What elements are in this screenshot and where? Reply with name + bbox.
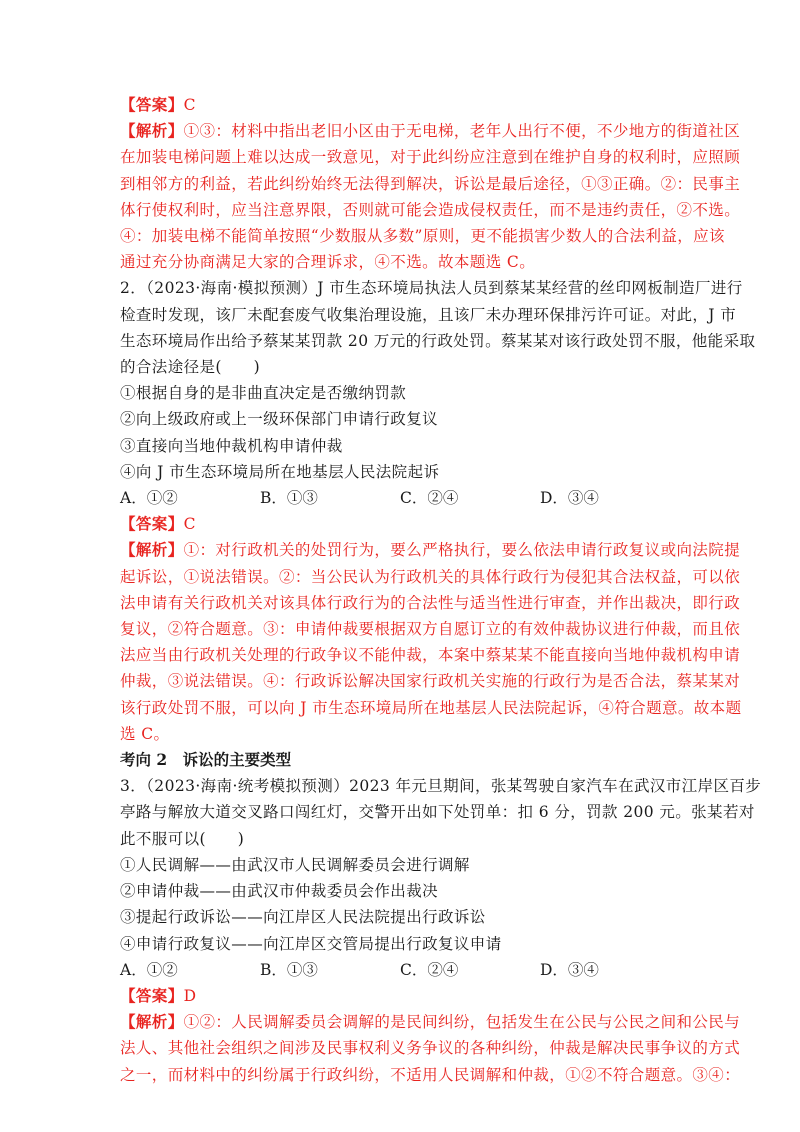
option-d: D．③④ <box>540 489 599 508</box>
stem-line: 此不服可以( ) <box>120 829 245 848</box>
stem-line: 生态环境局作出给予蔡某某罚款 20 万元的行政处罚。蔡某某对该行政处罚不服，他能采取 <box>120 331 756 350</box>
analysis-line: 法应当由行政机关处理的行政争议不能仲裁，本案中蔡某某不能直接向当地仲裁机构申请 <box>120 646 741 665</box>
q2-options <box>120 485 682 511</box>
option-c: C．②④ <box>400 489 459 508</box>
analysis-line: 到相邻方的利益，若此纠纷始终无法得到解决，诉讼是最后途径，①③正确。②：民事主 <box>120 174 741 193</box>
analysis-line: 通过充分协商满足大家的合理诉求，④不选。故本题选 C。 <box>120 253 536 272</box>
analysis-line: 体行使权利时，应当注意界限，否则就可能会造成侵权责任，而不是违约责任，②不选。 <box>120 200 741 219</box>
option-a: A．①② <box>120 489 178 508</box>
analysis-line: 之一，而材料中的纠纷属于行政纠纷，不适用人民调解和仲裁，①②不符合题意。③④： <box>120 1065 741 1084</box>
q2-items <box>120 380 682 485</box>
analysis-line: 【解析】①：对行政机关的处罚行为，要么严格执行，要么依法申请行政复议或向法院提 <box>120 540 741 560</box>
q1-analysis <box>120 118 741 275</box>
analysis-line: 在加装电梯问题上难以达成一致意见，对于此纠纷应注意到在维护自身的权利时，应照顾 <box>120 148 741 167</box>
q1-answer: 【答案】C <box>120 95 196 114</box>
option-b: B．①③ <box>260 960 318 979</box>
list-item: ③提起行政诉讼——向江岸区人民法院提出行政诉讼 <box>120 908 486 927</box>
stem-line: 3．（2023·海南·统考模拟预测）2023 年元旦期间，张某驾驶自家汽车在武汉市江岸区百步 <box>120 777 762 796</box>
list-item: ②申请仲裁——由武汉市仲裁委员会作出裁决 <box>120 882 439 901</box>
q2-answer: 【答案】C <box>120 514 196 534</box>
list-item: ③直接向当地仲裁机构申请仲裁 <box>120 436 343 455</box>
analysis-line: 复议，②符合题意。③：申请仲裁要根据双方自愿订立的有效仲裁协议进行仲裁，而且依 <box>120 620 741 639</box>
stem-line: 检查时发现，该厂未配套废气收集治理设施，且该厂未办理环保排污许可证。对此，J 市 <box>120 305 737 324</box>
option-d: D．③④ <box>540 960 599 979</box>
section-heading: 考向 2 诉讼的主要类型 <box>120 750 292 770</box>
list-item: ①人民调解——由武汉市人民调解委员会进行调解 <box>120 855 470 874</box>
q3-items <box>120 852 682 957</box>
analysis-line: 【解析】①②：人民调解委员会调解的是民间纠纷，包括发生在公民与公民之间和公民与 <box>120 1012 741 1032</box>
list-item: ②向上级政府或上一级环保部门申请行政复议 <box>120 410 439 429</box>
q2-analysis <box>120 537 742 747</box>
q2-stem <box>120 275 756 380</box>
analysis-line: 起诉讼，①说法错误。②：当公民认为行政机关的具体行政行为侵犯其合法权益，可以依 <box>120 567 741 586</box>
analysis-line: 【解析】①③：材料中指出老旧小区由于无电梯，老年人出行不便，不少地方的街道社区 <box>120 121 741 141</box>
list-item: ④申请行政复议——向江岸区交管局提出行政复议申请 <box>120 934 502 953</box>
analysis-line: 法申请有关行政机关对该具体行政行为的合法性与适当性进行审查，并作出裁决，即行政 <box>120 593 741 612</box>
option-a: A．①② <box>120 960 178 979</box>
list-item: ①根据自身的是非曲直决定是否缴纳罚款 <box>120 384 407 403</box>
analysis-line: 仲裁，③说法错误。④：行政诉讼解决国家行政机关实施的行政行为是否合法，蔡某某对 <box>120 672 741 691</box>
q3-answer: 【答案】D <box>120 985 197 1005</box>
stem-line: 2．（2023·海南·模拟预测）J 市生态环境局执法人员到蔡某某经营的丝印网板制造厂进行 <box>120 279 743 298</box>
stem-line: 亭路与解放大道交叉路口闯红灯，交警开出如下处罚单：扣 6 分，罚款 200 元。张某若对 <box>120 803 755 822</box>
q3-analysis <box>120 1009 741 1088</box>
analysis-line: 法人、其他社会组织之间涉及民事权利义务争议的各种纠纷，仲裁是解决民事争议的方式 <box>120 1039 741 1058</box>
list-item: ④向 J 市生态环境局所在地基层人民法院起诉 <box>120 462 440 481</box>
option-b: B．①③ <box>260 489 318 508</box>
analysis-line: 该行政处罚不服，可以向 J 市生态环境局所在地基层人民法院起诉，④符合题意。故本题 <box>120 698 742 717</box>
q3-options <box>120 957 682 983</box>
analysis-line: 选 C。 <box>120 724 170 743</box>
q3-stem <box>120 773 762 852</box>
option-c: C．②④ <box>400 960 459 979</box>
stem-line: 的合法途径是( ) <box>120 358 261 377</box>
analysis-line: ④：加装电梯不能简单按照“少数服从多数”原则，更不能损害少数人的合法利益，应该 <box>120 227 725 246</box>
